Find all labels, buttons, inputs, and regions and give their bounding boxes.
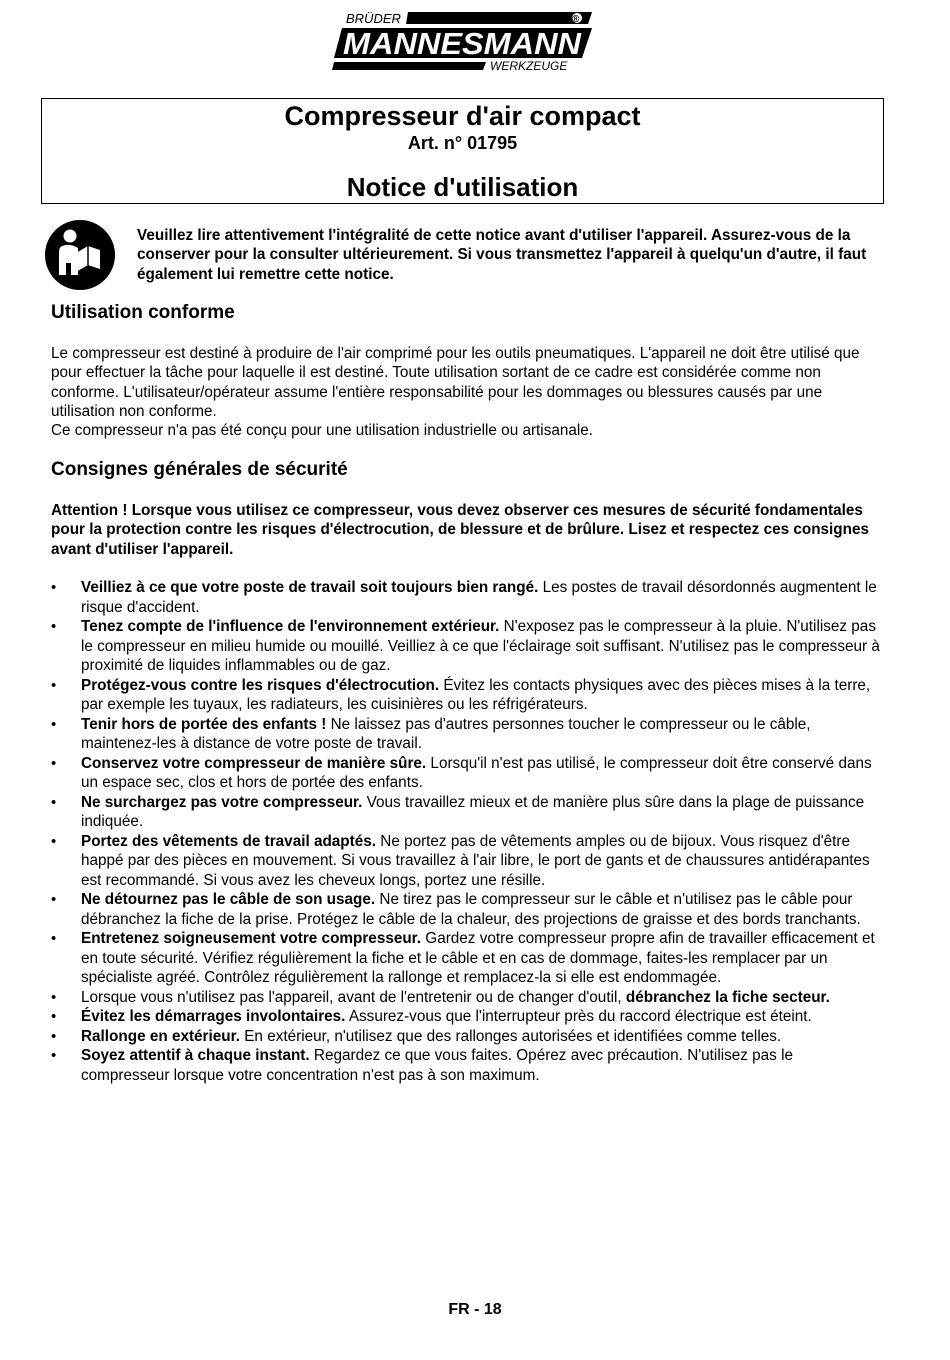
logo-bottom-text: WERKZEUGE (490, 59, 568, 72)
manual-title: Notice d'utilisation (346, 172, 579, 202)
safety-heading: Consignes générales de sécurité (51, 459, 348, 480)
article-number: Art. n° 01795 (407, 133, 518, 153)
list-item: • Veilliez à ce que votre poste de travail soit toujours bien rangé. Les postes de travail désordonnés augmentent le risque d'accident. (51, 578, 881, 617)
list-item: • Évitez les démarrages involontaires. Assurez-vous que l'interrupteur près du raccord électrique est éteint. (51, 1007, 881, 1027)
safety-warning: Attention ! Lorsque vous utilisez ce compresseur, vous devez observer ces mesures de sécurité fondamentales pour la protection contre les risques d'électrocution, de blessure et de brûlure. Lisez et respectez ces consignes avant d'utiliser l'appareil. (51, 502, 870, 558)
list-item: • Conservez votre compresseur de manière sûre. Lorsqu'il n'est pas utilisé, le compresseur doit être conservé dans un espace sec, clos et hors de portée des enfants. (51, 754, 881, 793)
product-title: Compresseur d'air compact (284, 101, 641, 131)
list-item: • Tenez compte de l'influence de l'environnement extérieur. N'exposez pas le compresseur à la pluie. N'utilisez pas le compresseur en milieu humide ou mouillé. Veilliez à ce que l'éclairage soit suffisant. N'utilisez pas le compresseur à proximité de liquides inflammables ou de gaz. (51, 617, 881, 676)
list-item: • Rallonge en extérieur. En extérieur, n'utilisez que des rallonges autorisées et identifiées comme telles. (51, 1027, 881, 1047)
logo-brand: MANNESMANN (343, 26, 582, 61)
list-item: • Lorsque vous n'utilisez pas l'appareil, avant de l'entretenir ou de changer d'outil, débranchez la fiche secteur. (51, 988, 881, 1008)
page-number: FR - 18 (448, 1301, 502, 1318)
list-item: • Soyez attentif à chaque instant. Regardez ce que vous faites. Opérez avec précaution. N'utilisez pas le compresseur lorsque votre concentration n'est pas à son maximum. (51, 1046, 881, 1085)
safety-rules-list (51, 578, 881, 1085)
title-box (41, 98, 884, 204)
logo-top-text: BRÜDER (346, 11, 401, 26)
usage-heading: Utilisation conforme (51, 302, 235, 323)
brand-logo (330, 8, 598, 72)
logo-registered: ® (572, 14, 580, 25)
usage-text: Le compresseur est destiné à produire de l'air comprimé pour les outils pneumatiques. L'appareil ne doit être utilisé que pour effectuer la tâche pour laquelle il est destiné. Toute utilisation sortant de ce cadre est considérée comme non conforme. L'utilisateur/opérateur assume l'entière responsabilité pour les dommages ou blessures causés par une utilisation non conforme. (51, 345, 860, 420)
list-item: • Ne surchargez pas votre compresseur. Vous travaillez mieux et de manière plus sûre dans la plage de puissance indiquée. (51, 793, 881, 832)
list-item: • Tenir hors de portée des enfants ! Ne laissez pas d'autres personnes toucher le compresseur ou le câble, maintenez-les à distance de votre poste de travail. (51, 715, 881, 754)
read-manual-icon (44, 219, 116, 291)
intro-text: Veuillez lire attentivement l'intégralité de cette notice avant d'utiliser l'appareil. Assurez-vous de la conserver pour la consulter ultérieurement. Si vous transmettez l'appareil à quelqu'un d'autre, il faut également lui remettre cette notice. (137, 227, 867, 283)
list-item: • Portez des vêtements de travail adaptés. Ne portez pas de vêtements amples ou de bijoux. Vous risquez d'être happé par des pièces en mouvement. Si vous travaillez à l'air libre, le port de gants et de chaussures antidérapantes est recommandé. Si vous avez les cheveux longs, portez une résille. (51, 832, 881, 891)
list-item: • Entretenez soigneusement votre compresseur. Gardez votre compresseur propre afin de travailler efficacement et en toute sécurité. Vérifiez régulièrement la fiche et le câble et en cas de dommage, faites-les remplacer par un spécialiste agréé. Contrôlez régulièrement la rallonge et remplacez-la si elle est endommagée. (51, 929, 881, 988)
list-item: • Ne détournez pas le câble de son usage. Ne tirez pas le compresseur sur le câble et n'utilisez pas le câble pour débranchez la fiche de la prise. Protégez le câble de la chaleur, des projections de graisse et des bords tranchants. (51, 890, 881, 929)
list-item: • Protégez-vous contre les risques d'électrocution. Évitez les contacts physiques avec des pièces mises à la terre, par exemple les tuyaux, les radiateurs, les cuisinières ou les réfrigérateurs. (51, 676, 881, 715)
usage-text-2: Ce compresseur n'a pas été conçu pour une utilisation industrielle ou artisanale. (51, 422, 594, 439)
